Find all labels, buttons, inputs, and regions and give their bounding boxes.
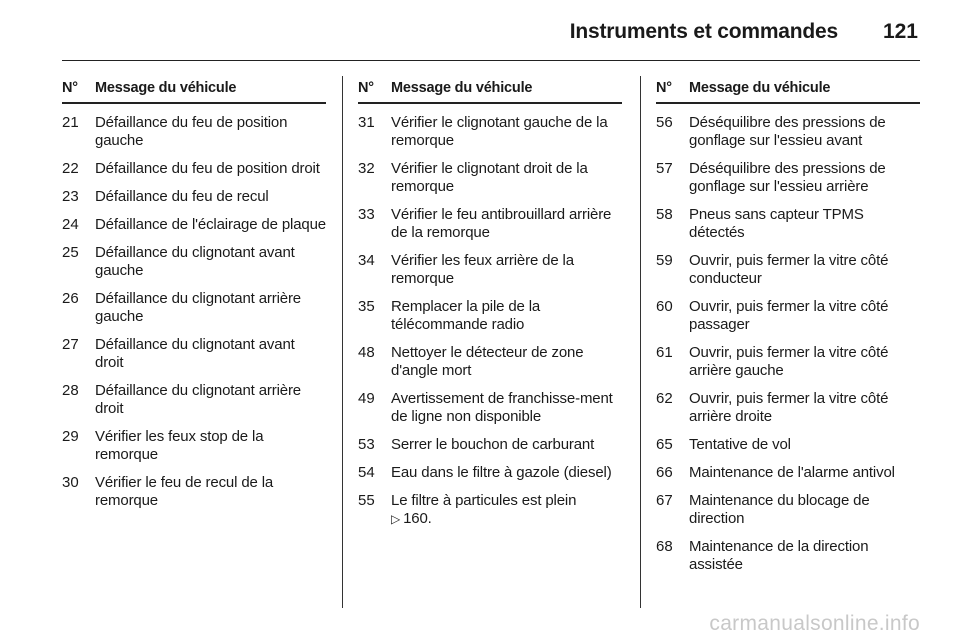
message-text: Ouvrir, puis fermer la vitre côté conducteur (689, 252, 889, 287)
message-text-cell (689, 538, 920, 574)
message-text: Ouvrir, puis fermer la vitre côté arrière gauche (689, 344, 889, 379)
message-text: Maintenance de la direction assistée (689, 538, 869, 573)
message-text: Déséquilibre des pressions de gonflage sur l'essieu arrière (689, 160, 886, 195)
message-text: Maintenance du blocage de direction (689, 492, 870, 527)
message-number: 61 (656, 344, 673, 361)
table-row (656, 538, 920, 574)
message-text: Eau dans le filtre à gazole (diesel) (391, 464, 612, 481)
message-text: Serrer le bouchon de carburant (391, 436, 595, 453)
page-header (62, 14, 920, 61)
message-number: 35 (358, 298, 375, 315)
message-text-cell (391, 436, 622, 454)
message-text: Vérifier le feu de recul de la remorque (95, 474, 274, 509)
message-text: Vérifier le clignotant gauche de la remorque (391, 114, 608, 149)
message-number: 67 (656, 492, 673, 509)
column-header (656, 79, 920, 104)
message-text-cell (689, 252, 920, 288)
table-row (656, 252, 920, 288)
table-row (62, 160, 326, 178)
message-text-cell (689, 492, 920, 528)
message-text-cell (391, 464, 622, 482)
message-text-cell (95, 114, 326, 150)
message-text-cell (95, 216, 326, 234)
message-number: 32 (358, 160, 375, 177)
message-text-cell (95, 382, 326, 418)
message-number: 65 (656, 436, 673, 453)
message-number: 54 (358, 464, 375, 481)
table-row (62, 336, 326, 372)
page-number: 121 (882, 20, 918, 43)
table-row (62, 216, 326, 234)
table-row (62, 474, 326, 510)
message-text-cell (689, 344, 920, 380)
message-text-cell (391, 252, 622, 288)
header-message-label: Message du véhicule (391, 80, 533, 96)
message-number: 48 (358, 344, 375, 361)
watermark: carmanualsonline.info (709, 612, 920, 635)
message-text: Nettoyer le détecteur de zone d'angle mort (391, 344, 584, 379)
table-row (656, 206, 920, 242)
message-text: Maintenance de l'alarme antivol (689, 464, 895, 481)
message-number: 30 (62, 474, 79, 491)
message-text-cell (391, 206, 622, 242)
message-text-cell (689, 298, 920, 334)
column-header (62, 79, 326, 104)
message-number: 31 (358, 114, 375, 131)
message-number: 21 (62, 114, 79, 131)
table-row (62, 428, 326, 464)
table-row (358, 298, 622, 334)
header-message-label: Message du véhicule (689, 80, 831, 96)
message-text-cell (391, 390, 622, 426)
message-number: 34 (358, 252, 375, 269)
message-text-cell (95, 290, 326, 326)
message-text: Vérifier le feu antibrouillard arrière de la remorque (391, 206, 612, 241)
message-text: Pneus sans capteur TPMS détectés (689, 206, 864, 241)
message-number: 27 (62, 336, 79, 353)
header-number-label: N° (358, 80, 374, 96)
message-number: 58 (656, 206, 673, 223)
message-text-cell (689, 390, 920, 426)
message-text: Défaillance du clignotant arrière gauche (95, 290, 302, 325)
message-text: Déséquilibre des pressions de gonflage sur l'essieu avant (689, 114, 886, 149)
message-text-cell (95, 428, 326, 464)
message-text-cell (95, 244, 326, 280)
table-row (62, 114, 326, 150)
message-text-cell (689, 206, 920, 242)
message-table-column-1 (62, 79, 326, 520)
message-text-cell (391, 114, 622, 150)
message-number: 29 (62, 428, 79, 445)
message-text-cell (391, 298, 622, 334)
message-text: Ouvrir, puis fermer la vitre côté passager (689, 298, 889, 333)
message-number: 49 (358, 390, 375, 407)
message-text-cell (95, 336, 326, 372)
message-text-cell (391, 160, 622, 196)
message-number: 68 (656, 538, 673, 555)
table-row (358, 206, 622, 242)
message-number: 24 (62, 216, 79, 233)
message-text: Défaillance du feu de position droit (95, 160, 320, 177)
table-row (358, 390, 622, 426)
message-text: Vérifier les feux arrière de la remorque (391, 252, 574, 287)
message-text: Défaillance du clignotant avant gauche (95, 244, 295, 279)
message-text-cell (689, 114, 920, 150)
message-number: 26 (62, 290, 79, 307)
table-row (62, 382, 326, 418)
message-text: Défaillance du clignotant arrière droit (95, 382, 302, 417)
message-table-column-2 (358, 79, 622, 538)
table-row (62, 290, 326, 326)
message-text: Défaillance de l'éclairage de plaque (95, 216, 326, 233)
table-row (358, 160, 622, 196)
header-number-label: N° (62, 80, 78, 96)
message-number: 59 (656, 252, 673, 269)
column-divider (342, 76, 343, 608)
message-number: 66 (656, 464, 673, 481)
message-text: Remplacer la pile de la télécommande radio (391, 298, 541, 333)
message-text: Vérifier le clignotant droit de la remorque (391, 160, 588, 195)
message-text: Défaillance du feu de recul (95, 188, 269, 205)
table-row (656, 160, 920, 196)
table-row (358, 344, 622, 380)
table-row (358, 114, 622, 150)
table-row (62, 188, 326, 206)
message-table-column-3 (656, 79, 920, 584)
column-divider (640, 76, 641, 608)
message-number: 62 (656, 390, 673, 407)
table-row (358, 492, 622, 528)
table-row (656, 464, 920, 482)
message-text-cell (689, 436, 920, 454)
table-row (358, 436, 622, 454)
message-number: 28 (62, 382, 79, 399)
message-text-cell (391, 344, 622, 380)
message-number: 22 (62, 160, 79, 177)
message-text: Défaillance du clignotant avant droit (95, 336, 295, 371)
message-text: Tentative de vol (689, 436, 791, 453)
message-text: Vérifier les feux stop de la remorque (95, 428, 264, 463)
table-row (656, 114, 920, 150)
message-number: 55 (358, 492, 375, 509)
message-number: 23 (62, 188, 79, 205)
header-number-label: N° (656, 80, 672, 96)
table-row (656, 298, 920, 334)
table-row (358, 464, 622, 482)
table-row (656, 390, 920, 426)
message-number: 56 (656, 114, 673, 131)
message-text: Le filtre à particules est plein (391, 492, 577, 509)
message-text-cell (95, 160, 326, 178)
message-text-cell (95, 188, 326, 206)
message-number: 57 (656, 160, 673, 177)
header-message-label: Message du véhicule (95, 80, 237, 96)
table-row (358, 252, 622, 288)
page-reference-link[interactable]: 160. (403, 510, 432, 527)
page-reference-icon: ▷ (391, 512, 401, 526)
message-text: Défaillance du feu de position gauche (95, 114, 288, 149)
table-row (62, 244, 326, 280)
message-text-cell (95, 474, 326, 510)
message-text-cell (689, 464, 920, 482)
table-row (656, 492, 920, 528)
message-text-cell (391, 492, 622, 528)
message-text: Avertissement de franchisse-ment de ligne non disponible (391, 390, 613, 425)
table-row (656, 344, 920, 380)
message-number: 33 (358, 206, 375, 223)
message-number: 53 (358, 436, 375, 453)
message-text-cell (689, 160, 920, 196)
message-number: 25 (62, 244, 79, 261)
column-header (358, 79, 622, 104)
message-number: 60 (656, 298, 673, 315)
table-row (656, 436, 920, 454)
page-title: Instruments et commandes (569, 20, 838, 43)
message-text: Ouvrir, puis fermer la vitre côté arrière droite (689, 390, 889, 425)
